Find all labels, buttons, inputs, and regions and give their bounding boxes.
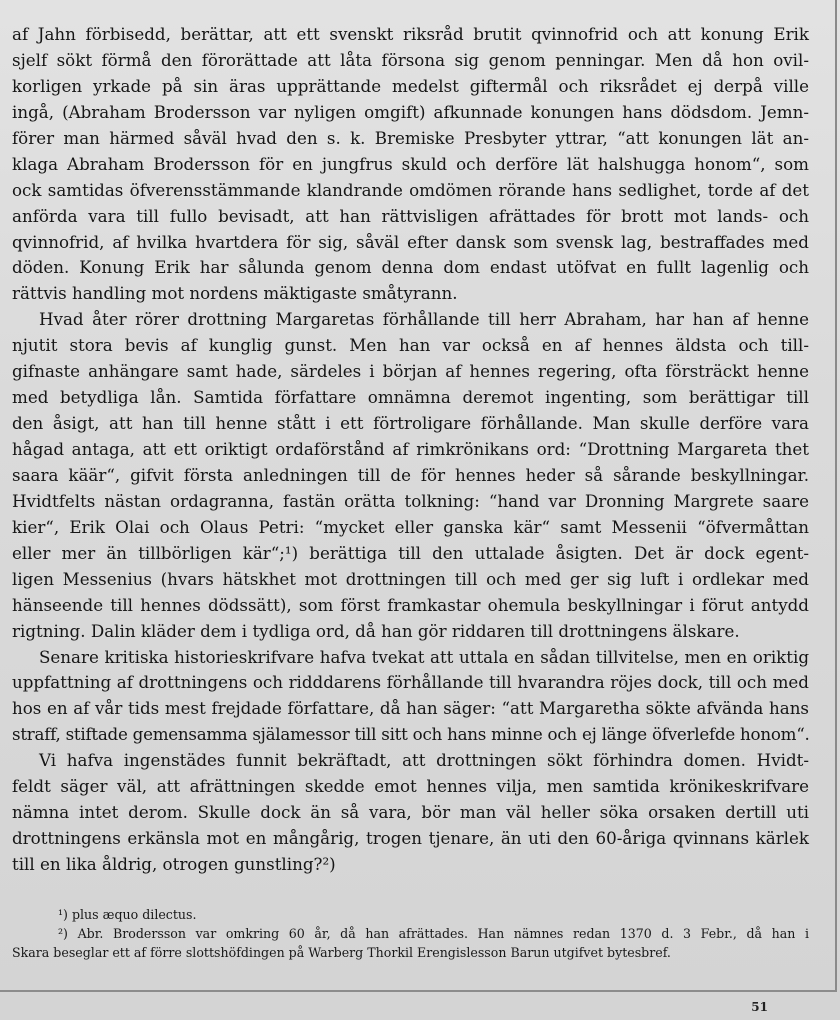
text-line: ingå, (Abraham Brodersson var nyligen omgift) afkunnade konungen hans dödsdom. Jemn- — [12, 101, 809, 122]
text-line: njutit stora bevis af kunglig gunst. Men han var också en af hennes äldsta och till- — [12, 335, 809, 356]
text-line: straff, stiftade gemensamma själamessor till sitt och hans minne och ej länge öfverlefde honom“. — [12, 724, 810, 745]
text-line: saara käär“, gifvit första anledningen till de för hennes heder så sårande beskyllningar. — [12, 464, 809, 485]
text-line: feldt säger väl, att afrättningen skedde emot hennes vilja, men samtida krönikeskrifvare — [12, 776, 809, 797]
text-line: sjelf sökt förmå den förorättade att låta försona sig genom penningar. Men då hon ovil- — [12, 49, 809, 70]
text-line: eller mer än tillbörligen kär“;¹) berättiga till den uttalade åsigten. Det är dock egent- — [12, 542, 809, 563]
text-line: rigtning. Dalin kläder dem i tydliga ord, då han gör riddaren till drottningens älskare. — [12, 620, 740, 641]
text-line: Hvidtfelts nästan ordagranna, fastän orätta tolkning: “hand var Dronning Margrete saare — [12, 490, 809, 511]
footnote-line: ¹) plus æquo dilectus. — [58, 907, 197, 922]
body-text — [12, 22, 809, 878]
text-line: Hvad åter rörer drottning Margaretas förhållande till herr Abraham, har han af henne — [39, 309, 809, 330]
text-line: döden. Konung Erik har sålunda genom denna dom endast utöfvat en fullt lagenlig och — [12, 257, 809, 278]
text-line: förer man härmed såväl hvad den s. k. Bremiske Presbyter yttrar, “att konungen lät an- — [12, 127, 809, 148]
right-edge-rule — [835, 0, 837, 990]
text-line: uppfattning af drottningens och ridddarens förhållande till hvarandra röjes dock, till och med — [12, 672, 809, 693]
footnotes — [12, 905, 809, 962]
page-number: 51 — [751, 1000, 768, 1014]
text-line: korligen yrkade på sin äras upprättande medelst giftermål och riksrådet ej derpå ville — [12, 75, 809, 96]
text-line: qvinnofrid, af hvilka hvartdera för sig, såväl efter dansk som svensk lag, bestraffades med — [12, 231, 809, 252]
text-line: drottningens erkänsla mot en mångårig, trogen tjenare, än uti den 60-åriga qvinnans kärlek — [12, 828, 809, 849]
text-line: rättvis handling mot nordens mäktigaste småtyrann. — [12, 283, 458, 304]
text-line: Senare kritiska historieskrifvare hafva tvekat att uttala en sådan tillvitelse, men en oriktig — [39, 646, 809, 667]
text-line: Vi hafva ingenstädes funnit bekräftadt, att drottningen sökt förhindra domen. Hvidt- — [39, 750, 809, 771]
bottom-rule — [0, 990, 837, 992]
footnote-line: Skara beseglar ett af förre slottshöfdingen på Warberg Thorkil Erengislesson Barun utgifvet bytesbref. — [12, 945, 671, 960]
text-line: af Jahn förbisedd, berättar, att ett svenskt riksråd brutit qvinnofrid och att konung Erik — [12, 24, 809, 44]
text-line: den åsigt, att han till henne stått i ett förtroligare förhållande. Man skulle derföre vara — [12, 413, 809, 434]
text-line: hågad antaga, att ett oriktigt ordaförstånd af rimkrönikans ord: “Drottning Margareta thet — [12, 439, 809, 459]
text-line: hos en af vår tids mest frejdade författare, då han säger: “att Margaretha sökte afvända hans — [12, 698, 809, 719]
text-line: ock samtidas öfverensstämmande klandrande omdömen rörande hans sedlighet, torde af det — [12, 179, 809, 200]
text-line: ligen Messenius (hvars hätskhet mot drottningen till och med ger sig luft i ordlekar med — [12, 568, 809, 589]
text-line: kier“, Erik Olai och Olaus Petri: “mycket eller ganska kär“ samt Messenii “öfvermåttan — [12, 516, 809, 537]
text-line: till en lika åldrig, otrogen gunstling?²) — [12, 854, 336, 874]
text-line: med betydliga lån. Samtida författare omnämna deremot ingenting, som berättigar till — [12, 387, 809, 408]
text-line: anförda vara till fullo bevisadt, att han rättvisligen afrättades för brott mot lands- och — [12, 205, 809, 226]
text-line: gifnaste anhängare samt hade, särdeles i början af hennes regering, ofta försträckt henne — [12, 361, 809, 382]
footnote-line: ²) Abr. Brodersson var omkring 60 år, då han afrättades. Han nämnes redan 1370 d. 3 Febr., då han i — [58, 926, 809, 941]
text-line: hänseende till hennes dödssätt), som först framkastar ohemula beskyllningar i förut antydd — [12, 594, 809, 615]
text-line: klaga Abraham Brodersson för en jungfrus skuld och derföre lät halshugga honom“, som — [12, 153, 809, 174]
text-line: nämna intet derom. Skulle dock än så vara, bör man väl heller söka orsaken dertill uti — [12, 802, 809, 823]
